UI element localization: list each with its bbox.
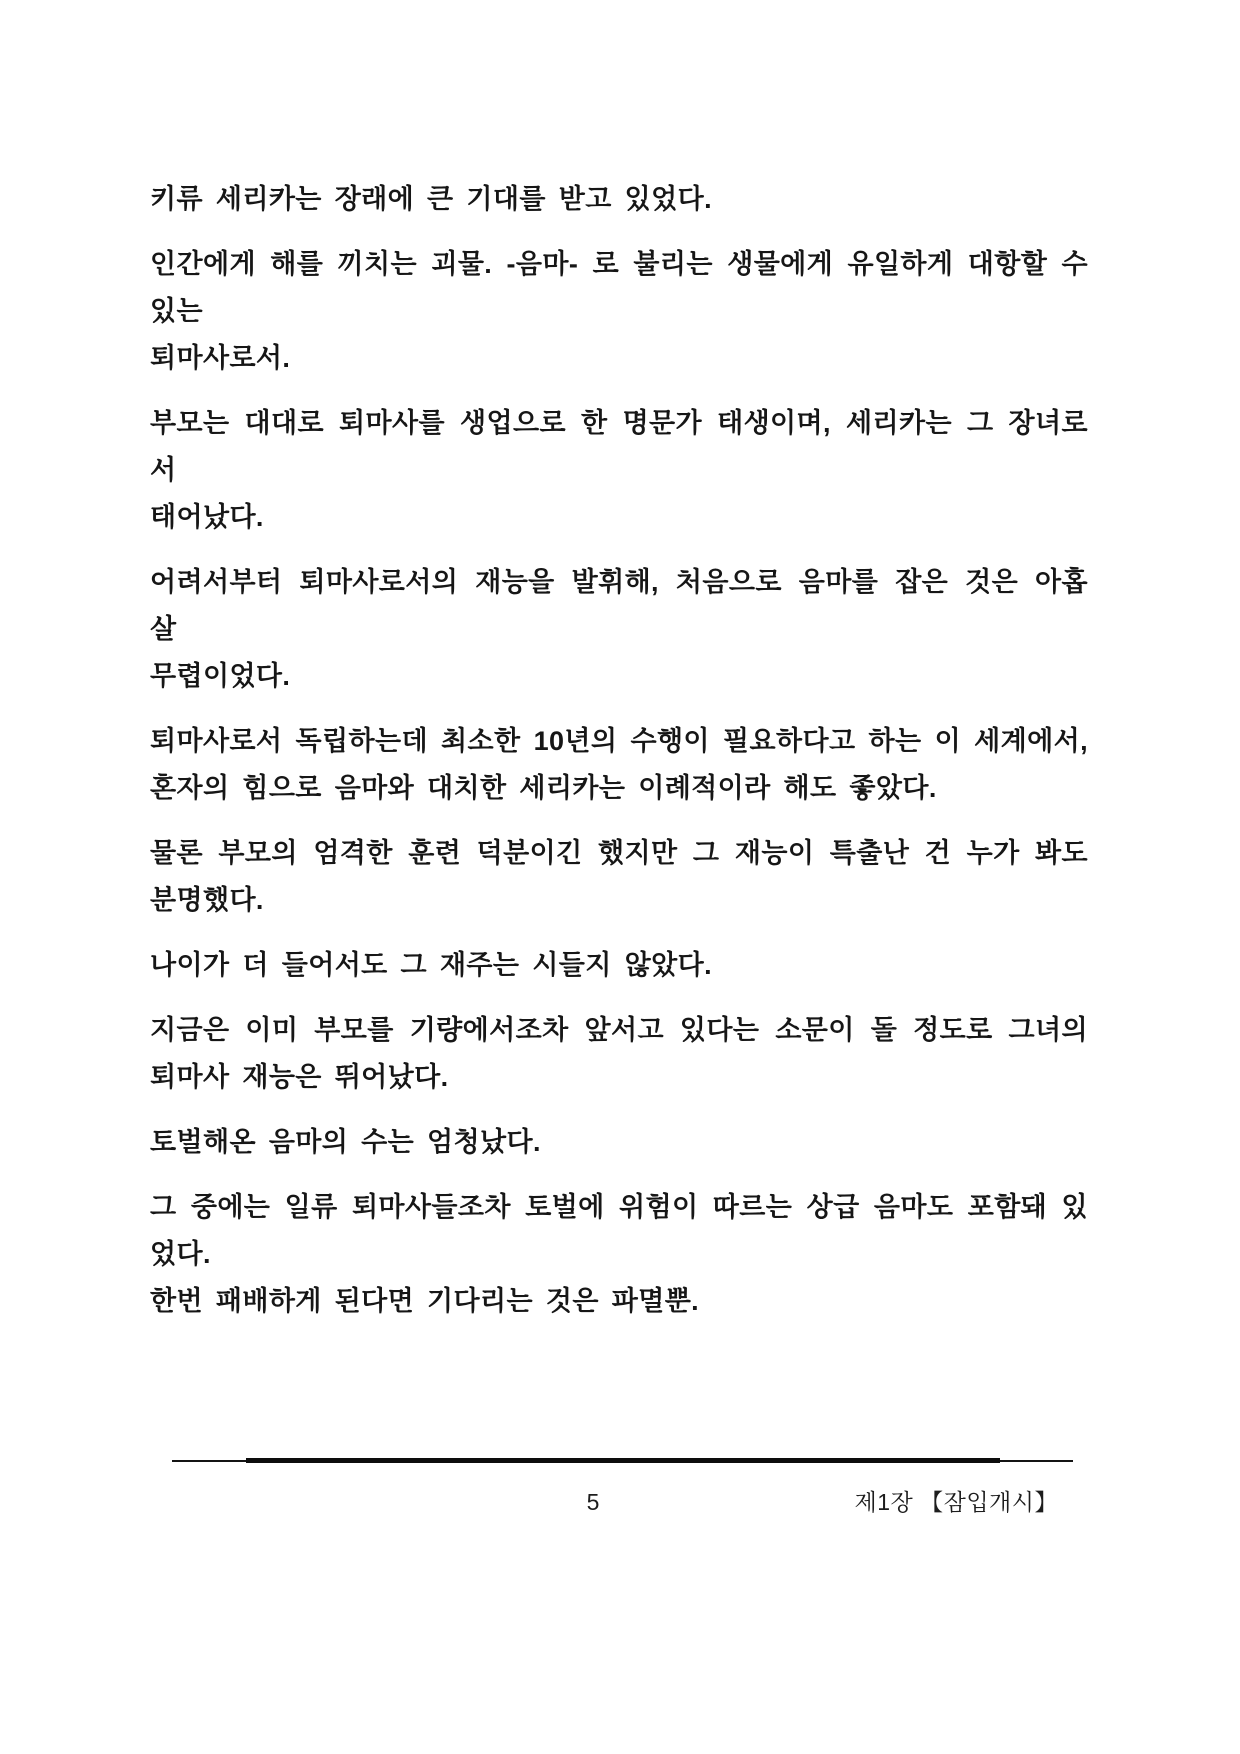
text-line: 지금은 이미 부모를 기량에서조차 앞서고 있다는 소문이 돌 정도로 그녀의 bbox=[150, 1015, 1088, 1045]
paragraph bbox=[150, 241, 1088, 382]
text-line: 인간에게 해를 끼치는 괴물. -음마- 로 불리는 생물에게 유일하게 대항할 수 있는 bbox=[150, 249, 1088, 326]
body-text bbox=[150, 176, 1088, 1343]
text-line: 퇴마사로서. bbox=[150, 343, 291, 373]
page-number: 5 bbox=[586, 1489, 600, 1515]
paragraph bbox=[150, 400, 1088, 541]
text-line: 키류 세리카는 장래에 큰 기대를 받고 있었다. bbox=[150, 184, 712, 214]
text-line: 토벌해온 음마의 수는 엄청났다. bbox=[150, 1127, 541, 1157]
text-line: 퇴마사로서 독립하는데 최소한 10년의 수행이 필요하다고 하는 이 세계에서, bbox=[150, 726, 1088, 756]
paragraph bbox=[150, 176, 1088, 223]
text-line: 어려서부터 퇴마사로서의 재능을 발휘해, 처음으로 음마를 잡은 것은 아홉 살 bbox=[150, 567, 1088, 644]
paragraph bbox=[150, 830, 1088, 924]
paragraph bbox=[150, 942, 1088, 989]
text-line: 한번 패배하게 된다면 기다리는 것은 파멸뿐. bbox=[150, 1286, 700, 1316]
footer-divider-left bbox=[172, 1460, 246, 1462]
footer-divider-right bbox=[1000, 1460, 1073, 1462]
paragraph bbox=[150, 1007, 1088, 1101]
text-line: 나이가 더 들어서도 그 재주는 시들지 않았다. bbox=[150, 950, 712, 980]
text-line: 퇴마사 재능은 뛰어났다. bbox=[150, 1062, 449, 1092]
text-line: 태어났다. bbox=[150, 502, 264, 532]
text-line: 부모는 대대로 퇴마사를 생업으로 한 명문가 태생이며, 세리카는 그 장녀로서 bbox=[150, 408, 1088, 485]
paragraph bbox=[150, 559, 1088, 700]
chapter-label: 제1장 【잠입개시】 bbox=[854, 1489, 1058, 1515]
text-line: 물론 부모의 엄격한 훈련 덕분이긴 했지만 그 재능이 특출난 건 누가 봐도 bbox=[150, 838, 1088, 868]
footer-divider bbox=[246, 1458, 1000, 1463]
paragraph bbox=[150, 1184, 1088, 1325]
text-line: 분명했다. bbox=[150, 885, 264, 915]
text-line: 혼자의 힘으로 음마와 대치한 세리카는 이례적이라 해도 좋았다. bbox=[150, 773, 937, 803]
text-line: 그 중에는 일류 퇴마사들조차 토벌에 위험이 따르는 상급 음마도 포함돼 있었다. bbox=[150, 1192, 1088, 1269]
paragraph bbox=[150, 718, 1088, 812]
paragraph bbox=[150, 1119, 1088, 1166]
text-line: 무렵이었다. bbox=[150, 661, 291, 691]
